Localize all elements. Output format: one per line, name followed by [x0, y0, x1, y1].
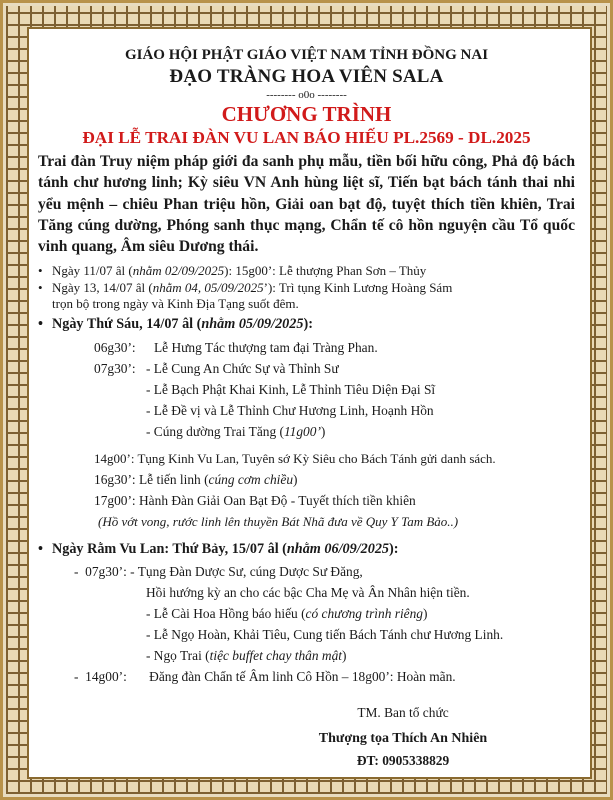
schedule-text: - Lễ Cung An Chức Sự và Thỉnh Sư [146, 360, 339, 376]
intro-paragraph: Trai đàn Truy niệm pháp giới đa sanh phụ mẫu, tiền bối hữu công, Phả độ bách tánh chư hương linh; Kỳ siêu VN Anh hùng liệt sĩ, Tiến bạt bách tánh thai nhi yểu mệnh – chiêu Phan triệu hồn, Giải oan bạt độ, tuyệt thích tiền khiên, Trai Tăng cúng dường, Phóng sanh thục mạng, Chẩn tế cô hồn nguyện cầu Tổ quốc vinh quang, Âm siêu Dương thái. [38, 153, 575, 256]
schedule-row [38, 421, 575, 442]
document-content [32, 46, 581, 772]
list-item [38, 263, 575, 280]
dash-icon: - [74, 563, 86, 579]
schedule-row [38, 603, 575, 624]
schedule-text: ) [320, 423, 326, 439]
schedule-row [38, 337, 575, 358]
day1-label: Ngày Thứ Sáu, 14/07 âl ( [52, 315, 202, 332]
page-title: CHƯƠNG TRÌNH [221, 102, 392, 126]
list-item-date: nhằm 04, 05/09/2025 [152, 279, 264, 295]
page-subtitle: ĐẠI LỄ TRAI ĐÀN VU LAN BÁO HIẾU PL.2569 - DL.2025 [82, 128, 531, 147]
schedule-text: ) [342, 647, 347, 663]
schedule-row [38, 645, 575, 666]
day1-afternoon [38, 448, 575, 532]
schedule-text: - Lễ Cài Hoa Hồng báo hiếu ( [146, 605, 306, 621]
schedule-text: Lễ Hưng Tác thượng tam đại Tràng Phan. [154, 339, 378, 355]
bullet-icon: • [38, 279, 43, 295]
schedule-row [38, 358, 575, 379]
schedule-text: ) [423, 605, 428, 621]
schedule-text: ) [293, 471, 298, 487]
bullet-icon: • [38, 540, 43, 557]
bullet-icon: • [38, 315, 43, 332]
schedule-note: tiệc buffet chay thân mật [209, 647, 343, 663]
schedule-note: cúng cơm chiều [208, 471, 294, 487]
schedule-note: (Hồ vớt vong, rước linh lên thuyền Bát Nhã đưa về Quy Y Tam Bảo..) [98, 513, 459, 529]
schedule-text: 16g30’: Lễ tiến linh ( [94, 471, 209, 487]
day1-label-end: ): [303, 315, 313, 332]
schedule-text: - Ngọ Trai ( [146, 647, 210, 663]
schedule-row [38, 666, 575, 687]
schedule-time: 06g30’: [94, 339, 136, 355]
schedule-row: 17g00’: Hành Đàn Giải Oan Bạt Độ - Tuyết thích tiền khiên [94, 492, 416, 508]
day1-schedule [38, 337, 575, 442]
day2-label: Ngày Rằm Vu Lan: Thứ Bảy, 15/07 âl ( [52, 540, 287, 557]
temple-name: ĐẠO TRÀNG HOA VIÊN SALA [169, 66, 444, 87]
schedule-time: 11g00’ [283, 423, 321, 439]
day2-schedule [38, 561, 575, 687]
day2-heading [38, 540, 575, 559]
list-item-date: nhằm 02/09/2025 [132, 263, 225, 279]
schedule-row: - Lễ Bạch Phật Khai Kinh, Lễ Thỉnh Tiêu Diện Đại Sĩ [146, 381, 436, 397]
signature-org: TM. Ban tổ chức [357, 704, 449, 720]
schedule-text: 07g30’: - Tụng Đàn Dược Sư, cúng Dược Sư Đăng, [85, 563, 363, 579]
schedule-row: - Lễ Ngọ Hoàn, Khải Tiêu, Cung tiến Bách Tánh chư Hương Linh. [146, 626, 504, 642]
schedule-row: 14g00’: Tụng Kinh Vu Lan, Tuyên sớ Kỳ Siêu cho Bách Tánh gửi danh sách. [94, 450, 496, 466]
bullet-icon: • [38, 263, 43, 279]
schedule-row [38, 469, 575, 490]
schedule-row [38, 561, 575, 582]
org-name: GIÁO HỘI PHẬT GIÁO VIỆT NAM TỈNH ĐỒNG NAI [124, 47, 489, 63]
schedule-note: có chương trình riêng [305, 605, 424, 621]
day1-date: nhằm 05/09/2025 [201, 315, 304, 332]
list-item-text: Ngày 13, 14/07 âl ( [52, 279, 153, 295]
list-item-text: Ngày 11/07 âl ( [52, 263, 133, 279]
schedule-text: - Cúng dường Trai Tăng ( [146, 423, 284, 439]
day2-date: nhằm 06/09/2025 [286, 540, 390, 557]
list-item-text: trọn bộ trong ngày và Kinh Địa Tạng suốt đêm. [52, 296, 299, 312]
schedule-row: - Lễ Đề vị và Lễ Thỉnh Chư Hương Linh, Hoạnh Hồn [146, 402, 434, 418]
schedule-time: 14g00’: [85, 668, 127, 684]
signature-name: Thượng tọa Thích An Nhiên [318, 730, 488, 746]
schedule-time: 07g30’: [94, 360, 136, 376]
ornament-divider: -------- o0o -------- [266, 89, 347, 101]
prelim-list [38, 263, 575, 313]
day1-heading [38, 315, 575, 334]
day2-label-end: ): [389, 540, 399, 557]
dash-icon: - [74, 668, 86, 684]
signature-phone: ĐT: 0905338829 [356, 752, 450, 768]
list-item [38, 280, 575, 313]
schedule-row: Hồi hướng kỳ an cho các bậc Cha Mẹ và Ân Nhân hiện tiền. [146, 584, 470, 600]
list-item-text: ): 15g00’: Lễ thượng Phan Sơn – Thủy [224, 263, 427, 279]
schedule-text: Đăng đàn Chẩn tế Âm linh Cô Hồn – 18g00’: Hoàn mãn. [149, 668, 456, 684]
list-item-text: ’): Trì tụng Kinh Lương Hoàng Sám [263, 279, 453, 295]
